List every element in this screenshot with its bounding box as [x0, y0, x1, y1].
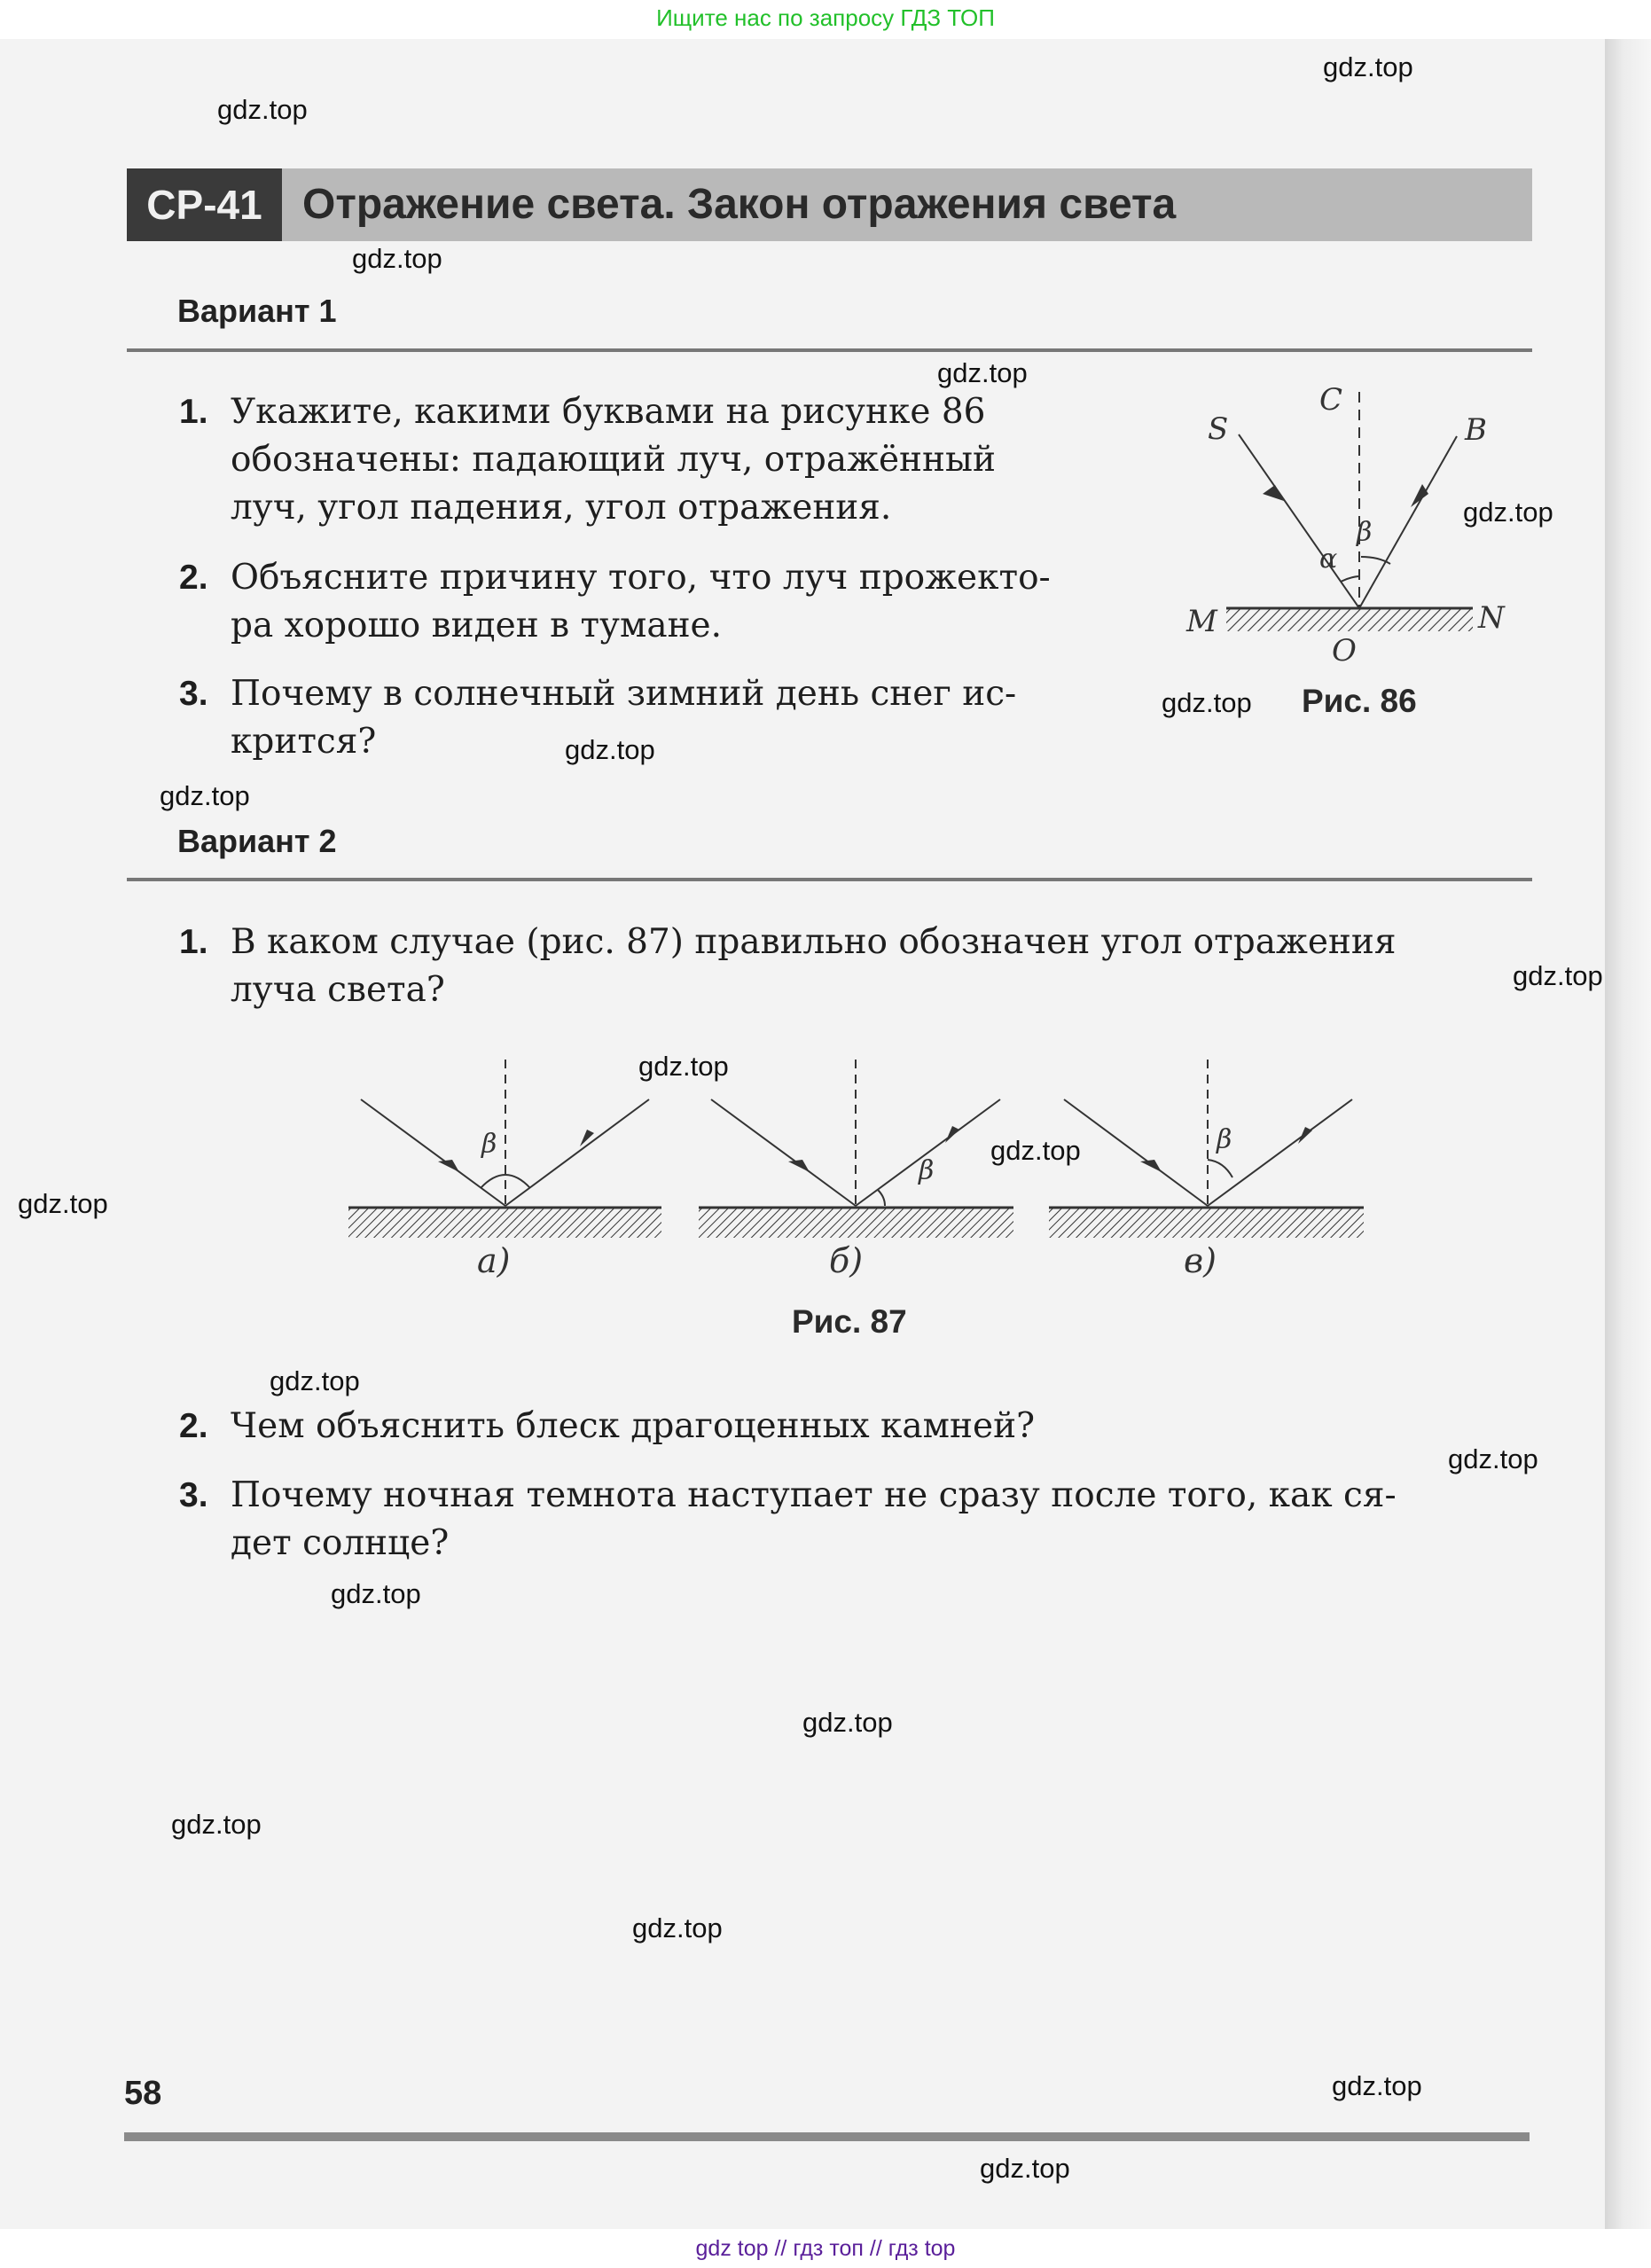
page-number: 58: [124, 2075, 162, 2112]
watermark: gdz.top: [1513, 960, 1603, 991]
watermark: gdz.top: [217, 94, 308, 125]
watermark: gdz.top: [565, 734, 655, 765]
section-code: СР-41: [127, 168, 282, 241]
watermark: gdz.top: [1162, 687, 1252, 718]
v1-question-1: 1. Укажите, какими буквами на рисунке 86 обозначены: падающий луч, отражённый луч, угол падения, угол отражения.: [179, 392, 997, 528]
watermark: gdz.top: [937, 357, 1028, 388]
watermark: gdz.top: [331, 1578, 421, 1609]
variant-1-title: Вариант 1: [177, 293, 337, 329]
v1-question-3: 3. Почему в солнечный зимний день снег ис- крится?: [179, 674, 1017, 762]
figure-87-a: [348, 1060, 661, 1238]
svg-text:M: M: [1186, 604, 1217, 639]
section-header: [127, 168, 1532, 241]
figure-87-b: [699, 1060, 1013, 1238]
watermark: gdz.top: [1448, 1443, 1538, 1474]
watermark: gdz.top: [1463, 497, 1553, 528]
variant-1-rule: [127, 348, 1532, 352]
svg-text:β: β: [919, 1155, 935, 1186]
section-title: Отражение света. Закон отражения света: [302, 181, 1177, 228]
bottom-banner: gdz top // гдз топ // гдз top: [0, 2229, 1651, 2268]
watermark: gdz.top: [352, 243, 442, 274]
figure-86-caption: Рис. 86: [1302, 683, 1417, 719]
watermark: gdz.top: [18, 1188, 108, 1219]
svg-text:β: β: [1357, 517, 1373, 548]
footer-rule: [124, 2132, 1530, 2141]
watermark: gdz.top: [1332, 2070, 1422, 2101]
v2-question-2: 2. Чем объяснить блеск драгоценных камней?: [179, 1406, 1035, 1446]
svg-text:β: β: [481, 1129, 497, 1160]
svg-text:S: S: [1208, 411, 1229, 447]
figure-87-label-b: б): [829, 1241, 864, 1280]
svg-text:C: C: [1319, 382, 1343, 418]
watermark: gdz.top: [990, 1135, 1081, 1166]
svg-text:α: α: [1319, 544, 1338, 575]
watermark: gdz.top: [632, 1912, 723, 1943]
variant-2-title: Вариант 2: [177, 823, 337, 859]
figure-87-label-a: а): [477, 1241, 511, 1280]
watermark: gdz.top: [171, 1809, 262, 1840]
svg-text:N: N: [1478, 600, 1505, 636]
svg-text:β: β: [1217, 1124, 1232, 1155]
watermark: gdz.top: [160, 780, 250, 811]
v2-question-3: 3. Почему ночная темнота наступает не сразу после того, как ся- дет солнце?: [179, 1475, 1397, 1563]
svg-text:O: O: [1332, 633, 1357, 669]
figure-87-caption: Рис. 87: [792, 1303, 907, 1340]
svg-text:B: B: [1465, 412, 1487, 448]
v2-question-1: 1. В каком случае (рис. 87) правильно обозначен угол отражения луча света?: [179, 922, 1397, 1010]
watermark: gdz.top: [1323, 51, 1413, 82]
v1-question-2: 2. Объясните причину того, что луч прожекто- ра хорошо виден в тумане.: [179, 558, 1051, 645]
watermark: gdz.top: [980, 2153, 1070, 2184]
figure-87-v: [1049, 1060, 1364, 1238]
variant-2-rule: [127, 878, 1532, 881]
watermark: gdz.top: [270, 1365, 360, 1396]
top-banner: Ищите нас по запросу ГДЗ ТОП: [0, 0, 1651, 39]
figure-87-label-v: в): [1184, 1241, 1217, 1280]
watermark: gdz.top: [638, 1051, 729, 1082]
watermark: gdz.top: [802, 1707, 893, 1738]
